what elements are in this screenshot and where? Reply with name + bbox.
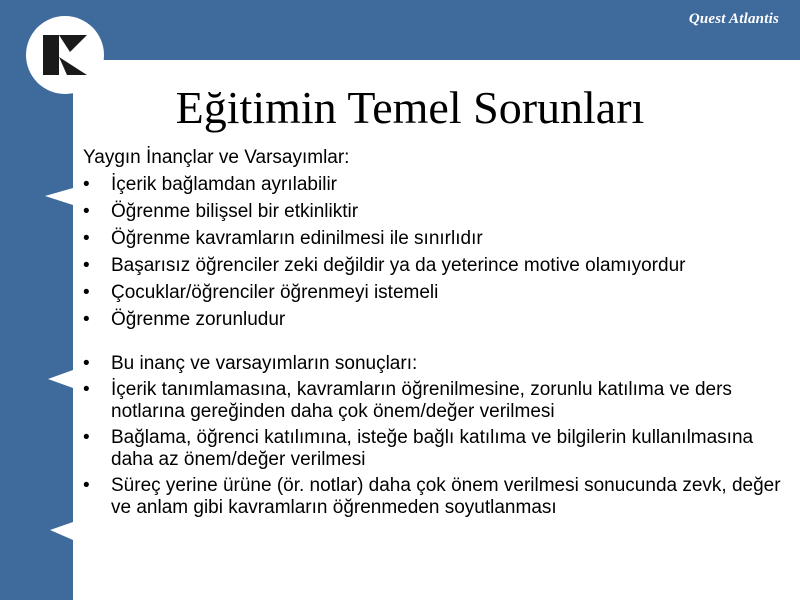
bullet-icon: • bbox=[83, 475, 90, 496]
bullet-icon: • bbox=[83, 174, 90, 195]
list-item: • İçerik tanımlamasına, kavramların öğrenilmesine, zorunlu katılıma ve ders notlarına gereğinden daha çok önem/değer verilmesi bbox=[83, 379, 732, 422]
list-item: • Öğrenme bilişsel bir etkinliktir bbox=[83, 198, 795, 225]
consequences-list bbox=[83, 353, 795, 519]
beliefs-list bbox=[83, 171, 795, 333]
bullet-icon: • bbox=[83, 379, 90, 400]
list-item: • Öğrenme kavramların edinilmesi ile sınırlıdır bbox=[83, 225, 795, 252]
list-item: • İçerik bağlamdan ayrılabilir bbox=[83, 171, 795, 198]
bullet-icon: • bbox=[83, 201, 90, 222]
slide-content bbox=[83, 144, 795, 523]
bullet-icon: • bbox=[83, 353, 90, 374]
bullet-icon: • bbox=[83, 427, 90, 448]
list-item: • Öğrenme zorunludur bbox=[83, 306, 795, 333]
list-item: • Başarısız öğrenciler zeki değildir ya da yeterince motive olamıyordur bbox=[83, 252, 795, 279]
list-item: • Bağlama, öğrenci katılımına, isteğe bağlı katılıma ve bilgilerin kullanılmasına daha az önem/değer verilmesi bbox=[83, 427, 754, 470]
list-item: • Süreç yerine ürüne (ör. notlar) daha çok önem verilmesi sonucunda zevk, değer ve anlam gibi kavramların öğrenmeden soyutlanması bbox=[83, 475, 781, 518]
bullet-icon: • bbox=[83, 255, 90, 276]
intro-heading: Yaygın İnançlar ve Varsayımlar: bbox=[83, 147, 350, 168]
list-item: • Çocuklar/öğrenciler öğrenmeyi istemeli bbox=[83, 279, 795, 306]
list-item: • Bu inanç ve varsayımların sonuçları: bbox=[83, 353, 418, 374]
slide-title: Eğitimin Temel Sorunları bbox=[175, 82, 645, 133]
bullet-icon: • bbox=[83, 228, 90, 249]
bullet-icon: • bbox=[83, 309, 90, 330]
brand-label: Quest Atlantis bbox=[688, 11, 779, 27]
bullet-icon: • bbox=[83, 282, 90, 303]
